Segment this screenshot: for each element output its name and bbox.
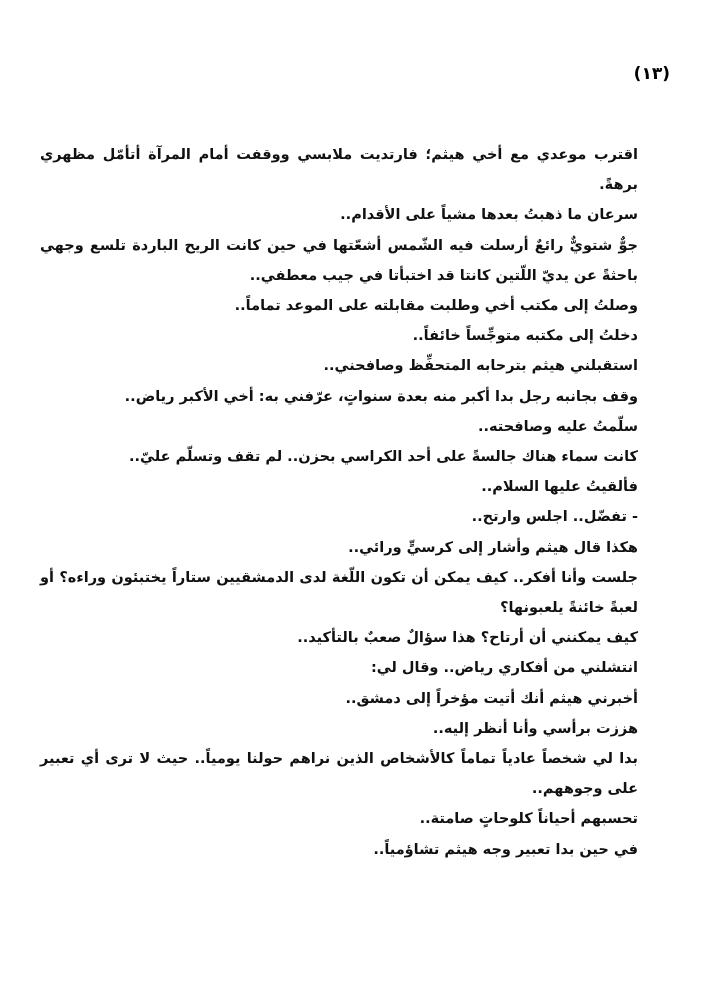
- paragraph: وقف بجانبه رجل بدا أكبر منه بعدة سنواتٍ، عرّفني به: أخي الأكبر رياض..: [124, 388, 638, 405]
- paragraph: وصلتُ إلى مكتب أخي وطلبت مقابلته على الموعد تماماً..: [234, 298, 638, 315]
- paragraph: اقترب موعدي مع أخي هيثم؛ فارتديت ملابسي ووقفت أمام المرآة أتأمّل مظهري برهةً.: [40, 147, 638, 194]
- paragraph: هكذا قال هيثم وأشار إلى كرسيٍّ ورائي..: [348, 539, 638, 556]
- chapter-number: (١٣): [633, 64, 670, 84]
- paragraph: بدا لي شخصاً عادياً تماماً كالأشخاص الذين نراهم حولنا يومياً.. حيث لا ترى أي تعبير على وجوههم..: [40, 751, 638, 798]
- chapter-body: [40, 140, 670, 865]
- paragraph: جوٌّ شتويٌّ رائعٌ أرسلت فيه الشّمس أشعّتها في حين كانت الريح الباردة تلسع وجهي باحثةً عن يديّ اللّتين كانتا قد اختبأتا في جيب معطفي..: [40, 237, 638, 284]
- paragraph: انتشلني من أفكاري رياض.. وقال لي:: [370, 660, 638, 677]
- paragraph: دخلتُ إلى مكتبه متوجِّساً خائفاً..: [412, 328, 638, 345]
- paragraph: جلست وأنا أفكر.. كيف يمكن أن تكون اللّغة لدى الدمشقيين ستاراً يختبئون وراءه؟ أو لعبةً خائنةً يلعبونها؟: [40, 569, 638, 617]
- paragraph: في حين بدا تعبير وجه هيثم تشاؤمياً..: [373, 841, 638, 858]
- paragraph: فألقيتُ عليها السلام..: [481, 479, 638, 496]
- paragraph: سلّمتُ عليه وصافحته..: [477, 418, 638, 435]
- dialogue-line: - تفضّل.. اجلس وارتح..: [471, 509, 638, 526]
- paragraph: استقبلني هيثم بترحابه المتحفِّظ وصافحني..: [323, 358, 638, 375]
- paragraph: سرعان ما ذهبتُ بعدها مشياً على الأقدام..: [340, 207, 638, 224]
- paragraph: هززت برأسي وأنا أنظر إليه..: [432, 720, 638, 737]
- paragraph: كيف يمكنني أن أرتاح؟ هذا سؤالٌ صعبٌ بالتأكيد..: [297, 630, 638, 647]
- paragraph: كانت سماء هناك جالسةً على أحد الكراسي بحزن.. لم تقف وتسلّم عليّ..: [129, 449, 638, 466]
- paragraph: أخبرني هيثم أنك أتيت مؤخراً إلى دمشق..: [345, 690, 638, 707]
- paragraph: تحسبهم أحياناً كلوحاتٍ صامتة..: [419, 811, 638, 828]
